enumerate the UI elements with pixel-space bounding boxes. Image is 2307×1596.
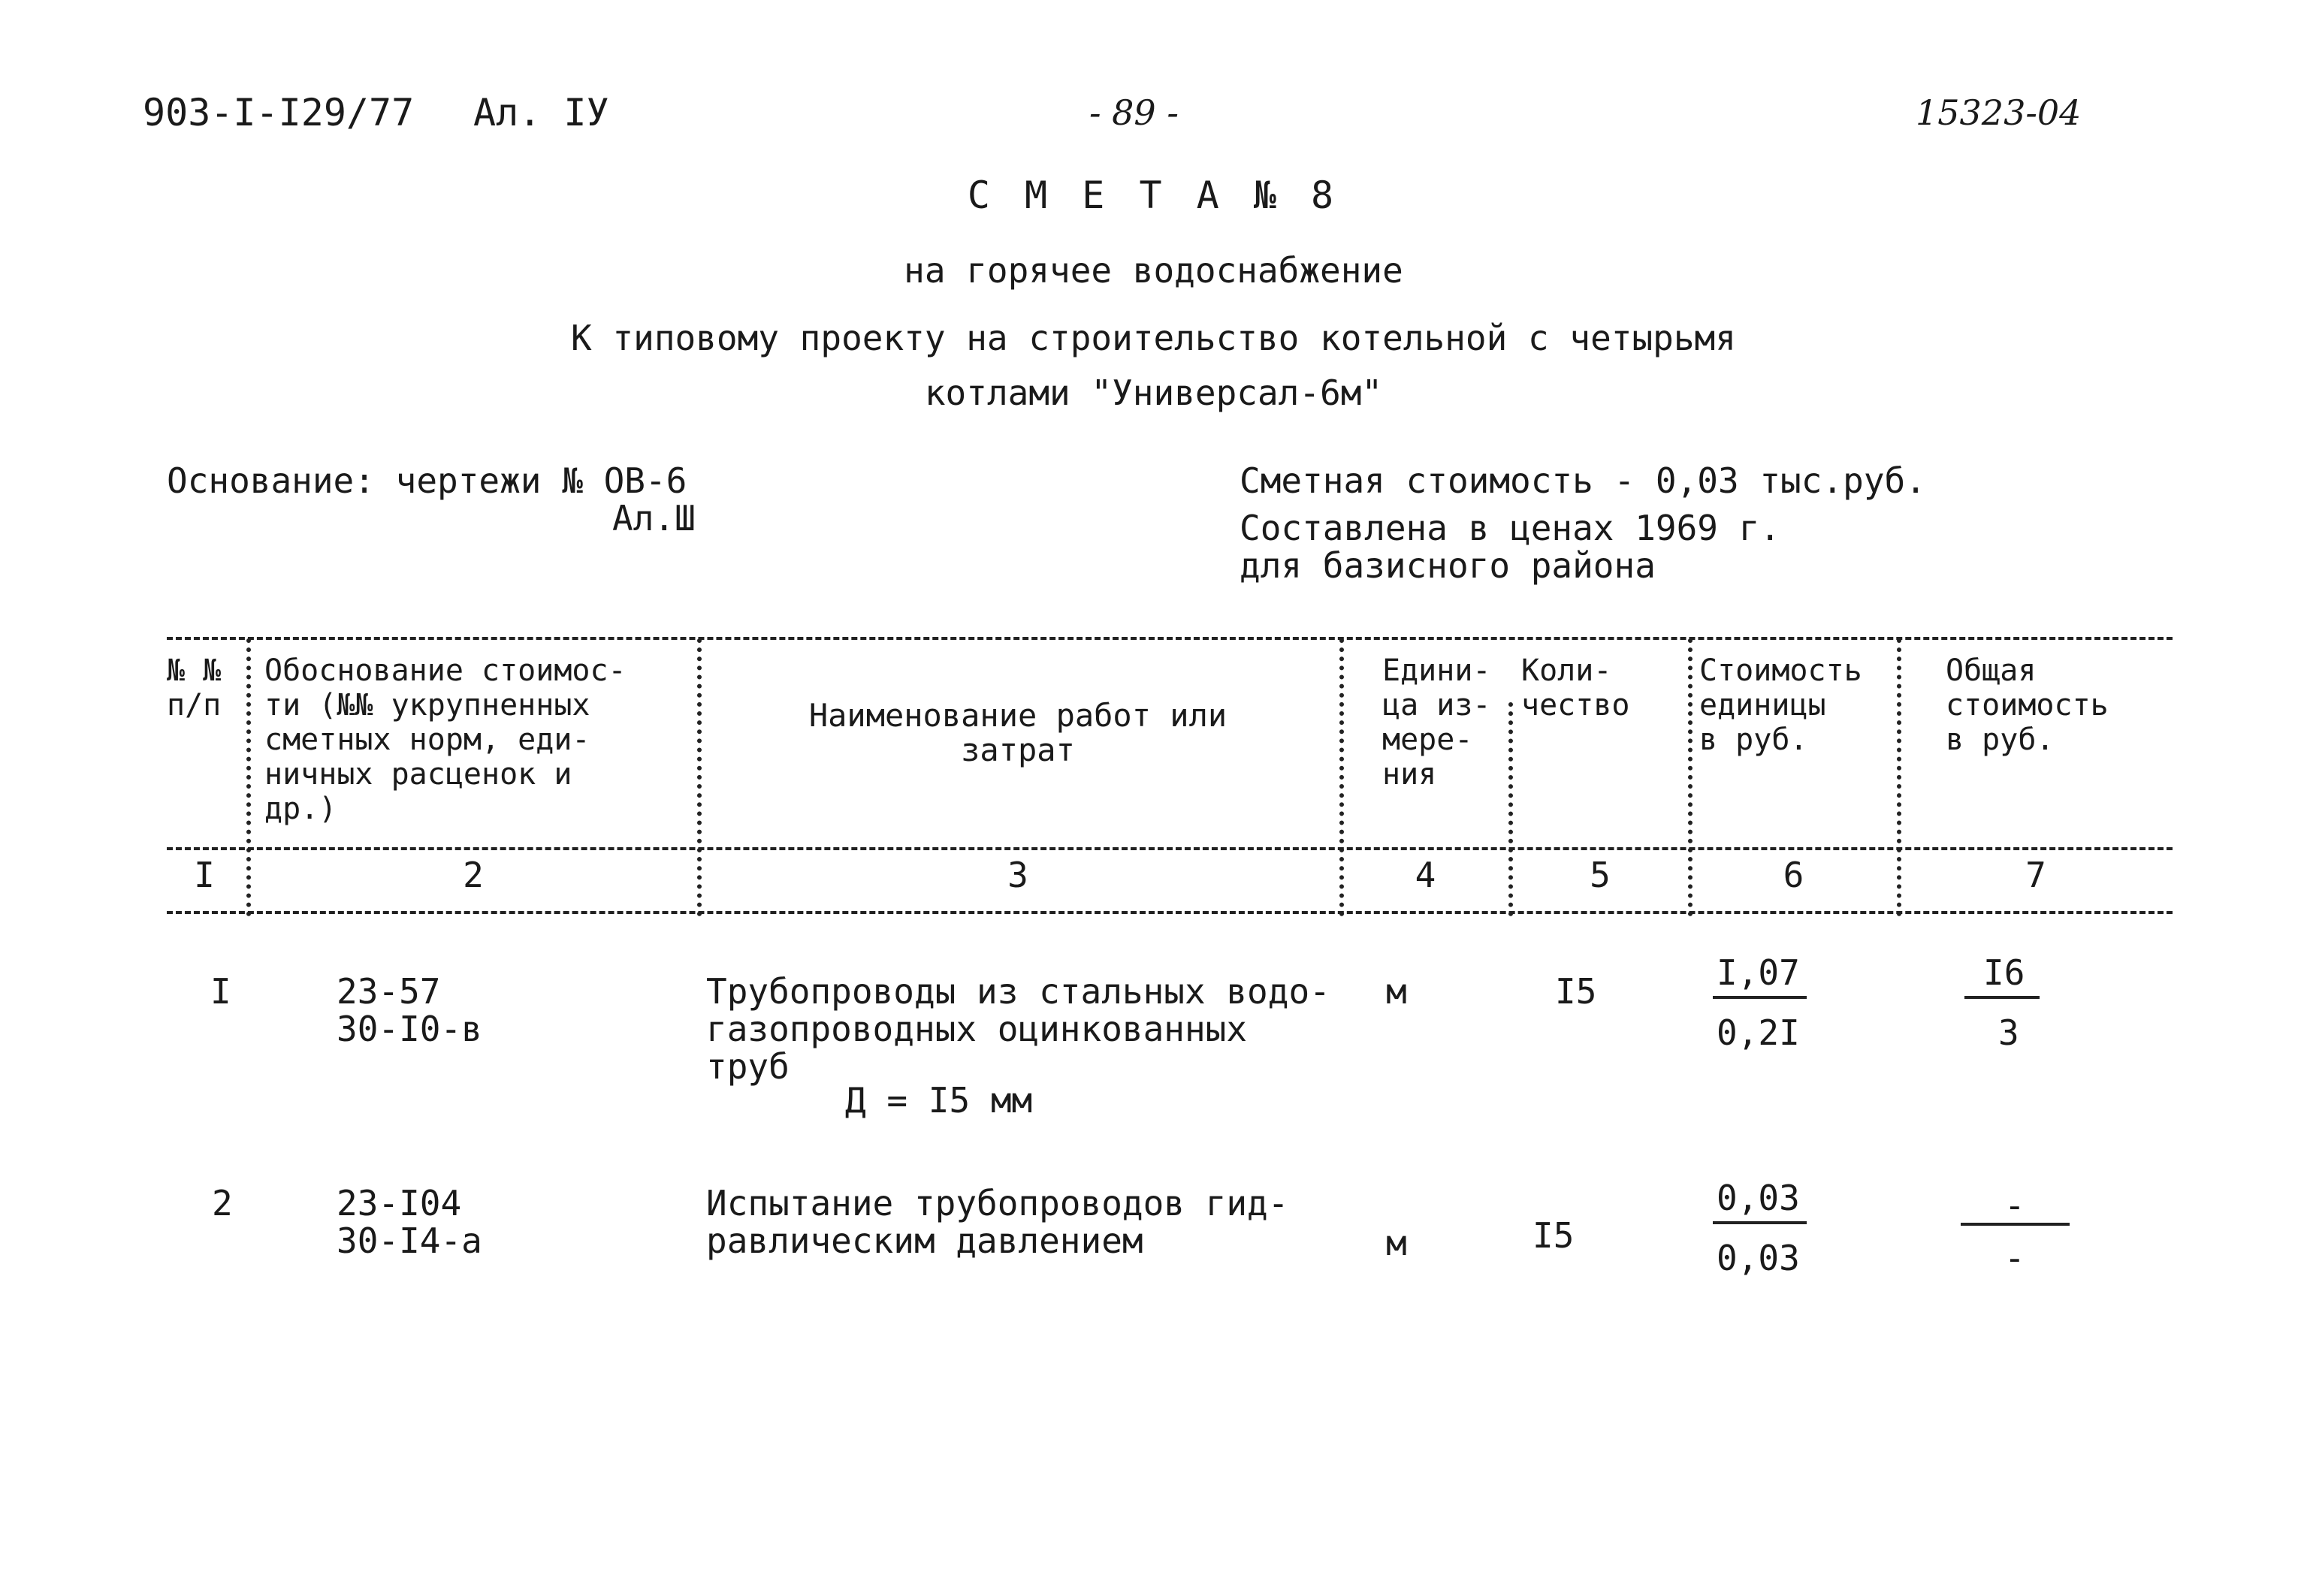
header-quantity: Коли- чество [1521,653,1630,723]
row-unit-cost-top: I,07 [1717,952,1800,993]
row-unit-cost-bottom: 0,2I [1717,1012,1800,1053]
fraction-bar [1713,996,1807,999]
column-number-1: I [194,855,215,895]
header-row-number: № № п/п [167,653,222,723]
column-divider-2 [697,638,702,916]
header-work-name: Наименование работ или затрат [808,697,1227,768]
project-line-2: котлами "Универсал-6м" [924,373,1383,413]
row-unit: м [1386,1223,1407,1263]
album-number: Ал. IУ [473,91,609,134]
row-unit-cost-top: 0,03 [1717,1178,1800,1218]
row-quantity: I5 [1532,1215,1575,1256]
row-work-detail: Д = I5 мм [845,1080,1033,1121]
table-top-rule [167,637,2173,640]
row-work-name: Испытание трубопроводов гид- равлическим давлением [706,1183,1289,1261]
header-total-cost: Общая стоимость в руб. [1946,653,2109,757]
row-unit-cost-bottom: 0,03 [1717,1238,1800,1278]
column-divider-4 [1508,702,1513,916]
page-number: - 89 - [1089,92,1179,133]
column-divider-3 [1339,638,1344,916]
document-code: 903-I-I29/77 [143,91,415,134]
column-number-4: 4 [1415,855,1436,895]
estimated-cost: Сметная стоимость - 0,03 тыс.руб. [1240,460,1926,501]
row-basis: 23-57 30-I0-в [337,971,482,1049]
column-divider-5 [1688,638,1693,916]
fraction-bar [1961,1223,2070,1226]
smeta-title: С М Е Т А № 8 [967,173,1340,217]
row-number: I [210,971,231,1012]
fraction-bar [1713,1221,1807,1224]
row-total-top: I6 [1983,952,2025,993]
header-unit: Едини- ца из- мере- ния [1382,653,1491,792]
row-work-name: Трубопроводы из стальных водо- газопроводных оцинкованных труб [706,971,1330,1087]
row-number: 2 [212,1183,233,1223]
table-header-rule [167,847,2173,850]
row-total-top: - [2004,1185,2025,1226]
smeta-subject: на горячее водоснабжение [904,250,1403,291]
inventory-number: 15323-04 [1916,92,2082,133]
row-total-bottom: 3 [1998,1012,2019,1053]
basis-drawings: Основание: чертежи № ОВ-6 [167,460,687,501]
column-divider-6 [1897,638,1901,916]
row-total-bottom: - [2004,1238,2025,1278]
column-number-7: 7 [2025,855,2046,895]
column-number-2: 2 [463,855,484,895]
table-numbers-rule [167,911,2173,914]
base-region: для базисного района [1240,545,1656,586]
fraction-bar [1964,996,2040,999]
column-divider-1 [246,638,251,916]
header-unit-cost: Стоимость единицы в руб. [1699,653,1862,757]
project-line-1: К типовому проекту на строительство котельной с четырьмя [571,318,1736,358]
header-basis: Обоснование стоимос- ти (№№ укрупненных сметных норм, еди- ничных расценок и др.) [264,653,627,826]
row-basis: 23-I04 30-I4-а [337,1183,482,1261]
basis-album: Ал.Ш [612,498,696,539]
column-number-6: 6 [1783,855,1804,895]
row-quantity: I5 [1555,971,1597,1012]
column-number-5: 5 [1590,855,1611,895]
column-number-3: 3 [1007,855,1028,895]
row-unit: м [1386,971,1407,1012]
prices-year: Составлена в ценах 1969 г. [1240,508,1781,548]
